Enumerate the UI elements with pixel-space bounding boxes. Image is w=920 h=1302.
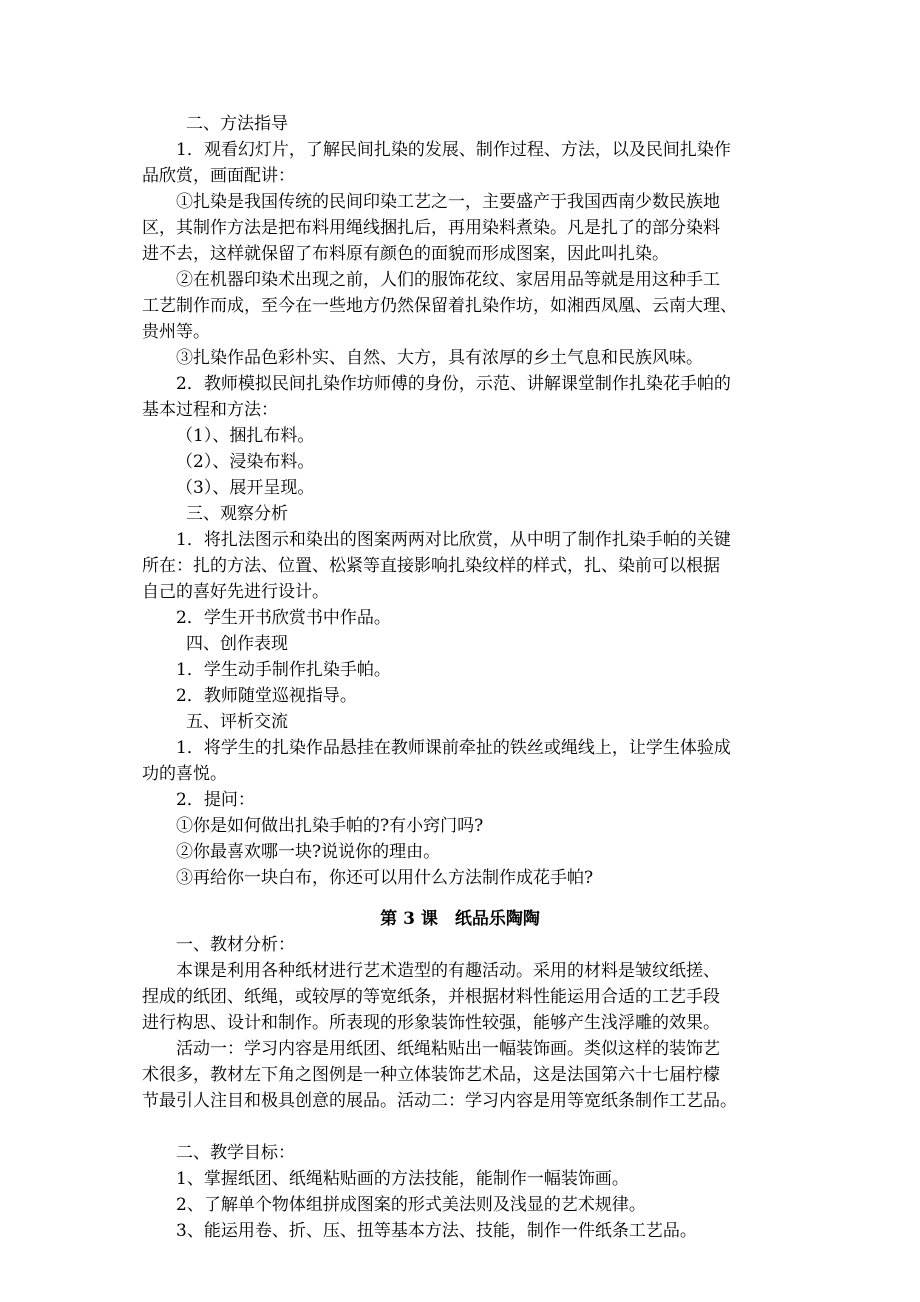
paragraph-line: ②在机器印染术出现之前，人们的服饰花纹、家居用品等就是用这种手工 <box>176 270 720 290</box>
section-heading-analysis: 一、教材分析： <box>176 935 295 955</box>
question-item: ①你是如何做出扎染手帕的?有小窍门吗? <box>176 816 484 836</box>
section-heading-create: 四、创作表现 <box>186 634 288 654</box>
paragraph-line: 本课是利用各种纸材进行艺术造型的有趣活动。采用的材料是皱纹纸搓、 <box>176 961 720 981</box>
paragraph-line: 捏成的纸团、纸绳，或较厚的等宽纸条，并根据材料性能运用合适的工艺手段 <box>142 987 720 1007</box>
paragraph-line: 基本过程和方法： <box>142 400 278 420</box>
section-heading-review: 五、评析交流 <box>186 712 288 732</box>
paragraph-line: 1．学生动手制作扎染手帕。 <box>176 660 391 680</box>
paragraph-line: ①扎染是我国传统的民间印染工艺之一，主要盛产于我国西南少数民族地 <box>176 192 720 212</box>
paragraph-line: 功的喜悦。 <box>142 764 227 784</box>
paragraph-line: 2．提问： <box>176 790 255 810</box>
paragraph-line: 工艺制作而成，至今在一些地方仍然保留着扎染作坊，如湘西凤凰、云南大理、 <box>142 296 737 316</box>
section-heading-goals: 二、教学目标： <box>176 1143 295 1163</box>
step-item: （3）、展开呈现。 <box>176 478 315 498</box>
paragraph-line: 自己的喜好先进行设计。 <box>142 582 329 602</box>
step-item: （2）、浸染布料。 <box>176 452 315 472</box>
paragraph-line: 术很多，教材左下角之图例是一种立体装饰艺术品，这是法国第六十七届柠檬 <box>142 1065 720 1085</box>
question-item: ②你最喜欢哪一块?说说你的理由。 <box>176 842 441 862</box>
paragraph-line: 2．教师模拟民间扎染作坊师傅的身份，示范、讲解课堂制作扎染花手帕的 <box>176 374 731 394</box>
paragraph-line: 节最引人注目和极具创意的展品。活动二：学习内容是用等宽纸条制作工艺品。 <box>142 1091 737 1111</box>
paragraph-line: 1．观看幻灯片，了解民间扎染的发展、制作过程、方法，以及民间扎染作 <box>176 140 731 160</box>
paragraph-line: 贵州等。 <box>142 322 210 342</box>
goal-item: 3、能运用卷、折、压、扭等基本方法、技能，制作一件纸条工艺品。 <box>176 1221 697 1241</box>
paragraph-line: 进行构思、设计和制作。所表现的形象装饰性较强，能够产生浅浮雕的效果。 <box>142 1013 720 1033</box>
paragraph-line: 1．将扎法图示和染出的图案两两对比欣赏，从中明了制作扎染手帕的关键 <box>176 530 731 550</box>
paragraph-line: 2．教师随堂巡视指导。 <box>176 686 357 706</box>
question-item: ③再给你一块白布，你还可以用什么方法制作成花手帕? <box>176 868 594 888</box>
goal-item: 1、掌握纸团、纸绳粘贴画的方法技能，能制作一幅装饰画。 <box>176 1169 629 1189</box>
section-heading-observe: 三、观察分析 <box>186 504 288 524</box>
section-heading-method: 二、方法指导 <box>186 114 288 134</box>
paragraph-line: 活动一：学习内容是用纸团、纸绳粘贴出一幅装饰画。类似这样的装饰艺 <box>176 1039 720 1059</box>
goal-item: 2、了解单个物体组拼成图案的形式美法则及浅显的艺术规律。 <box>176 1195 646 1215</box>
paragraph-line: ③扎染作品色彩朴实、自然、大方，具有浓厚的乡土气息和民族风味。 <box>176 348 703 368</box>
paragraph-line: 2．学生开书欣赏书中作品。 <box>176 608 391 628</box>
lesson-title: 第 3 课 纸品乐陶陶 <box>380 909 540 929</box>
paragraph-line: 区，其制作方法是把布料用绳线捆扎后，再用染料煮染。凡是扎了的部分染料 <box>142 218 720 238</box>
paragraph-line: 所在：扎的方法、位置、松紧等直接影响扎染纹样的样式，扎、染前可以根据 <box>142 556 720 576</box>
paragraph-line: 1．将学生的扎染作品悬挂在教师课前牵扯的铁丝或绳线上，让学生体验成 <box>176 738 731 758</box>
paragraph-line: 进不去，这样就保留了布料原有颜色的面貌而形成图案，因此叫扎染。 <box>142 244 669 264</box>
paragraph-line: 品欣赏，画面配讲： <box>142 166 295 186</box>
step-item: （1）、捆扎布料。 <box>176 426 315 446</box>
